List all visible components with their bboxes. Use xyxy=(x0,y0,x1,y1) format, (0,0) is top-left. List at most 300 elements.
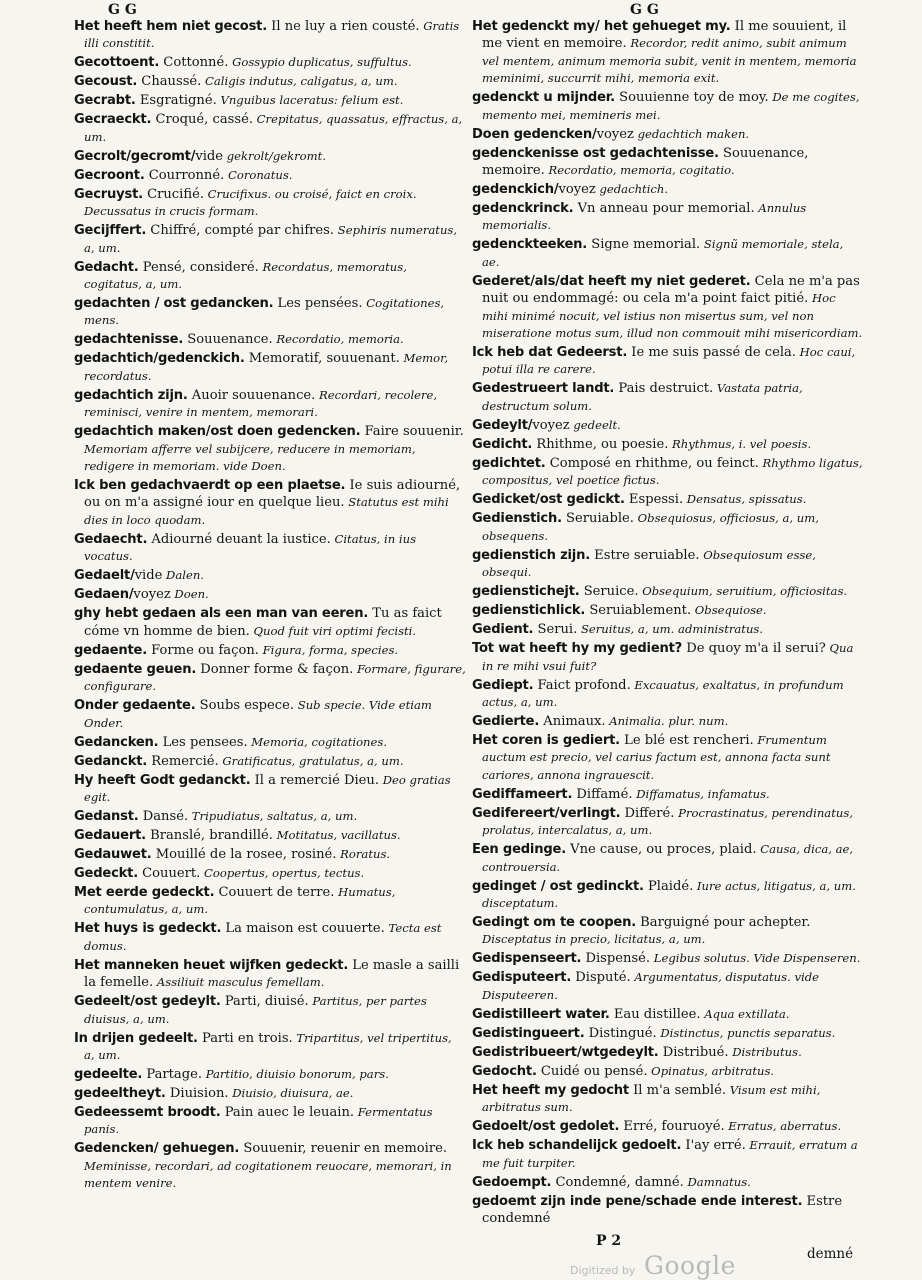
entry-headword: gedachtich zijn. xyxy=(74,387,188,403)
entry-latin-gloss: Quod fuit viri optimi fecisti. xyxy=(249,623,417,638)
entry-french-gloss: voyez xyxy=(558,182,596,198)
entry-headword: Tot wat heeft hy my gedient? xyxy=(472,641,683,657)
entry-headword: Gedicket/ost gedickt. xyxy=(472,492,625,508)
entry-latin-gloss: Obsequiosum esse, obsequi. xyxy=(482,547,816,580)
entry-latin-gloss: Recordatio, memoria. xyxy=(272,332,404,347)
entry-latin-gloss: Seruitus, a, um. administratus. xyxy=(577,622,764,637)
entry-french-gloss: Donner forme & façon. xyxy=(196,661,354,677)
entry-headword: gedenckrinck. xyxy=(472,201,574,217)
dictionary-entry xyxy=(74,92,466,109)
left-column xyxy=(74,18,466,1194)
entry-headword: Ick heb schandelijck gedoelt. xyxy=(472,1138,682,1154)
entry-latin-gloss: Gossypio duplicatus, suffultus. xyxy=(228,55,412,70)
entry-headword: Het heeft my gedocht xyxy=(472,1082,629,1098)
entry-latin-gloss: Memoria, cogitationes. xyxy=(247,734,388,749)
entry-latin-gloss: Formare, figurare, configurare. xyxy=(84,661,466,694)
entry-latin-gloss: Iure actus, litigatus, a, um. disceptatum. xyxy=(482,878,856,910)
entry-latin-gloss: Caligis indutus, caligatus, a, um. xyxy=(201,74,398,89)
dictionary-entry xyxy=(74,54,466,71)
entry-headword: Het coren is gediert. xyxy=(472,732,620,748)
entry-latin-gloss: Gratificatus, gratulatus, a, um. xyxy=(218,753,404,768)
entry-french-gloss: Rhithme, ou poesie. xyxy=(532,436,669,452)
dictionary-entry xyxy=(74,1030,466,1065)
entry-french-gloss: Erré, fouruoyé. xyxy=(619,1119,725,1135)
entry-headword: Gedient. xyxy=(472,622,534,638)
entry-french-gloss: Le masle a sailli la femelle. xyxy=(84,957,460,991)
dictionary-entry xyxy=(472,878,864,913)
entry-french-gloss: Composé en rhithme, ou feinct. xyxy=(545,455,759,471)
dictionary-entry xyxy=(74,1085,466,1102)
entry-latin-gloss: Opinatus, arbitratus. xyxy=(647,1063,775,1078)
entry-french-gloss: Pain auec le leuain. xyxy=(220,1104,355,1120)
entry-latin-gloss: Citatus, in ius vocatus. xyxy=(84,531,417,564)
entry-french-gloss: Serui. xyxy=(533,622,578,638)
entry-french-gloss: Estre condemné xyxy=(482,1193,843,1226)
entry-french-gloss: Plaidé. xyxy=(643,878,694,894)
entry-latin-gloss: Procrastinatus, perendinatus, prolatus, intercalatus, a, um. xyxy=(482,805,853,838)
entry-headword: Gedoempt. xyxy=(472,1174,552,1190)
entry-headword: Gedistingueert. xyxy=(472,1025,585,1041)
dictionary-entry xyxy=(74,808,466,825)
dictionary-entry xyxy=(472,805,864,840)
entry-headword: Een gedinge. xyxy=(472,842,566,858)
entry-french-gloss: Mouillé de la rosee, rosiné. xyxy=(151,846,337,862)
dictionary-entry xyxy=(74,222,466,257)
entry-french-gloss: vide xyxy=(134,568,163,584)
entry-latin-gloss: Damnatus. xyxy=(683,1174,751,1189)
entry-headword: Gecraeckt. xyxy=(74,112,152,128)
entry-latin-gloss: Excauatus, exaltatus, in profundum actus, a, um. xyxy=(482,677,844,709)
dictionary-entry xyxy=(472,1193,864,1228)
entry-latin-gloss: Hoc mihi minimé nocuit, vel istius non misertus sum, vel non miseratione motus sum, illud non commouit mihi misericordiam. xyxy=(482,291,863,341)
entry-headword: gedachten / ost gedancken. xyxy=(74,296,274,312)
entry-headword: gedienstichejt. xyxy=(472,584,580,600)
entry-french-gloss: Soubs espece. xyxy=(195,698,295,714)
entry-french-gloss: Souuienne toy de moy. xyxy=(614,90,769,106)
dictionary-entry xyxy=(74,186,466,221)
entry-headword: Gederet/als/dat heeft my niet gederet. xyxy=(472,273,751,289)
entry-latin-gloss: Densatus, spissatus. xyxy=(683,492,807,507)
dictionary-entry xyxy=(472,417,864,434)
entry-french-gloss: Souuenir, reuenir en memoire. xyxy=(239,1141,447,1157)
signature-mark: P 2 xyxy=(596,1233,622,1249)
dictionary-entry xyxy=(472,491,864,508)
dictionary-entry xyxy=(74,111,466,146)
entry-french-gloss: Faict profond. xyxy=(533,677,631,693)
entry-headword: Onder gedaente. xyxy=(74,698,196,714)
dictionary-entry xyxy=(472,969,864,1004)
entry-latin-gloss: Rhythmus, i. vel poesis. xyxy=(668,436,812,451)
dictionary-entry xyxy=(472,236,864,271)
entry-french-gloss: voyez xyxy=(532,417,570,433)
dictionary-entry xyxy=(74,1104,466,1139)
entry-latin-gloss: Causa, dica, ae, controuersia. xyxy=(482,842,854,874)
entry-headword: Het manneken heuet wijfken gedeckt. xyxy=(74,957,349,973)
entry-latin-gloss: Statutus est mihi dies in loco quodam. xyxy=(84,495,449,527)
entry-french-gloss: De quoy m'a il serui? xyxy=(682,641,826,657)
entry-headword: Gedistribueert/wtgedeylt. xyxy=(472,1044,659,1060)
entry-headword: Gedaelt/ xyxy=(74,568,135,584)
entry-latin-gloss: Vastata patria, destructum solum. xyxy=(482,381,803,413)
dictionary-entry xyxy=(472,1118,864,1135)
dictionary-entry xyxy=(74,1140,466,1192)
entry-latin-gloss: Memoriam afferre vel subijcere, reducere in memoriam, redigere in memoriam. vide Doen. xyxy=(84,441,416,474)
entry-latin-gloss: Meminisse, recordari, ad cogitationem reuocare, memorari, in mentem venire. xyxy=(84,1158,452,1191)
entry-french-gloss: La maison est couuerte. xyxy=(221,921,385,937)
entry-headword: Gecrolt/gecromt/ xyxy=(74,148,196,164)
entry-latin-gloss: Erratus, aberratus. xyxy=(724,1119,842,1134)
entry-headword: Gedanst. xyxy=(74,808,139,824)
entry-headword: Hy heeft Godt gedanckt. xyxy=(74,772,251,788)
entry-french-gloss: Seruice. xyxy=(579,584,639,600)
entry-latin-gloss: Gratis illi constitit. xyxy=(84,19,460,51)
entry-headword: Gediept. xyxy=(472,677,534,693)
dictionary-entry xyxy=(74,387,466,422)
dictionary-entry xyxy=(74,531,466,566)
entry-french-gloss: Estre seruiable. xyxy=(590,547,700,563)
entry-latin-gloss: Distinctus, punctis separatus. xyxy=(656,1025,836,1040)
dictionary-entry xyxy=(74,259,466,294)
entry-latin-gloss: Figura, forma, species. xyxy=(258,642,399,657)
entry-headword: Het huys is gedeckt. xyxy=(74,921,222,937)
entry-latin-gloss: gedachtich. xyxy=(595,182,669,197)
entry-french-gloss: Cela ne m'a pas nuit ou endommagé: ou cela m'a point faict pitié. xyxy=(482,273,860,307)
entry-headword: Gedeckt. xyxy=(74,865,138,881)
entry-headword: Gedencken/ gehuegen. xyxy=(74,1141,240,1157)
dictionary-entry xyxy=(74,642,466,659)
entry-headword: gedachtich maken/ost doen gedencken. xyxy=(74,424,361,440)
entry-french-gloss: Dansé. xyxy=(138,808,189,824)
entry-french-gloss: Remercié. xyxy=(147,753,219,769)
entry-french-gloss: Dispensé. xyxy=(581,951,651,967)
entry-headword: gedichtet. xyxy=(472,455,546,471)
entry-french-gloss: Distribué. xyxy=(658,1044,729,1060)
entry-french-gloss: Diuision. xyxy=(165,1085,229,1101)
entry-french-gloss: Souuenance. xyxy=(183,332,273,348)
entry-french-gloss: Parti, diuisé. xyxy=(220,994,309,1010)
entry-latin-gloss: Hoc caui, potui illa re carere. xyxy=(482,345,856,377)
entry-headword: Gedeylt/ xyxy=(472,417,533,433)
dictionary-entry xyxy=(472,602,864,619)
entry-headword: gedenckt u mijnder. xyxy=(472,90,615,106)
entry-headword: Gedistilleert water. xyxy=(472,1006,610,1022)
entry-headword: Gedienstich. xyxy=(472,511,562,527)
entry-latin-gloss: Assiliuit masculus femellam. xyxy=(153,975,325,990)
dictionary-entry xyxy=(74,331,466,348)
entry-latin-gloss: Motitatus, vacillatus. xyxy=(272,827,401,842)
entry-french-gloss: Ie suis adiourné, ou on m'a assigné iour en quelque lieu. xyxy=(84,478,461,511)
entry-latin-gloss: gedachtich maken. xyxy=(633,126,750,141)
entry-french-gloss: Seruiable. xyxy=(561,511,634,527)
entry-headword: Ick heb dat Gedeerst. xyxy=(472,345,628,361)
dictionary-entry xyxy=(74,18,466,53)
entry-french-gloss: Memoratif, souuenant. xyxy=(244,351,400,367)
entry-latin-gloss: Signũ memoriale, stela, ae. xyxy=(482,237,844,269)
entry-french-gloss: Eau distillee. xyxy=(609,1006,701,1022)
entry-french-gloss: Les pensees. xyxy=(158,734,248,750)
dictionary-entry xyxy=(74,423,466,475)
entry-latin-gloss: Visum est mihi, arbitratus sum. xyxy=(482,1082,821,1115)
entry-headword: gedeeltheyt. xyxy=(74,1085,166,1101)
entry-headword: Gedeelt/ost gedeylt. xyxy=(74,994,221,1010)
dictionary-entry xyxy=(74,1066,466,1083)
entry-french-gloss: Le blé est rencheri. xyxy=(619,732,754,748)
entry-french-gloss: Il a remercié Dieu. xyxy=(250,772,380,788)
entry-french-gloss: Ie me suis passé de cela. xyxy=(627,345,796,361)
entry-latin-gloss: Aqua extillata. xyxy=(700,1006,790,1021)
entry-french-gloss: Partage. xyxy=(142,1066,203,1082)
entry-headword: Gecijffert. xyxy=(74,223,147,239)
entry-french-gloss: Chaussé. xyxy=(137,74,202,90)
dictionary-entry xyxy=(74,734,466,751)
dictionary-entry xyxy=(472,200,864,235)
entry-french-gloss: Diffamé. xyxy=(572,786,633,802)
entry-headword: Gedierte. xyxy=(472,713,540,729)
entry-headword: gedaente. xyxy=(74,642,147,658)
dictionary-entry xyxy=(472,547,864,582)
dictionary-entry xyxy=(74,148,466,165)
entry-headword: Gecoust. xyxy=(74,74,138,90)
entry-french-gloss: Chiffré, compté par chifres. xyxy=(146,223,335,239)
dictionary-entry xyxy=(74,772,466,807)
entry-latin-gloss: Roratus. xyxy=(336,846,391,861)
entry-latin-gloss: Partitio, diuisio bonorum, pars. xyxy=(202,1066,389,1081)
entry-french-gloss: Tu as faict cóme vn homme de bien. xyxy=(84,606,442,639)
entry-headword: Gedifereert/verlingt. xyxy=(472,805,621,821)
dictionary-entry xyxy=(472,1174,864,1191)
entry-headword: Gedauwet. xyxy=(74,846,152,862)
header-right-letters: G G xyxy=(630,2,659,18)
entry-latin-gloss: Qua in re mihi vsui fuit? xyxy=(482,641,854,673)
entry-headword: Het gedenckt my/ het gehueget my. xyxy=(472,19,731,34)
entry-headword: gedenckich/ xyxy=(472,182,559,198)
dictionary-entry xyxy=(472,786,864,803)
entry-french-gloss: Couuert de terre. xyxy=(214,884,335,900)
entry-latin-gloss: Legibus solutus. Vide Dispenseren. xyxy=(650,951,861,966)
entry-headword: Gedicht. xyxy=(472,436,533,452)
entry-headword: gedoemt zijn inde pene/schade ende interest. xyxy=(472,1193,803,1209)
entry-headword: gedeelte. xyxy=(74,1066,143,1082)
entry-french-gloss: Seruiablement. xyxy=(585,603,692,619)
entry-french-gloss: Vne cause, ou proces, plaid. xyxy=(565,842,757,858)
dictionary-entry xyxy=(74,846,466,863)
dictionary-entry xyxy=(74,957,466,992)
entry-french-gloss: Animaux. xyxy=(539,713,606,729)
entry-headword: Gediffameert. xyxy=(472,786,573,802)
entry-latin-gloss: Recordor, redit animo, subit animum vel mentem, animum memoria subit, venit in mentem, memoria meminimi, succurrit mihi, memoria exit. xyxy=(482,36,857,86)
dictionary-entry xyxy=(74,586,466,603)
entry-french-gloss: Distingué. xyxy=(584,1025,657,1041)
entry-headword: Gedacht. xyxy=(74,259,139,275)
dictionary-entry xyxy=(74,865,466,882)
dictionary-entry xyxy=(74,477,466,529)
entry-latin-gloss: Diffamatus, infamatus. xyxy=(632,786,770,801)
entry-latin-gloss: Annulus memorialis. xyxy=(482,201,807,233)
entry-latin-gloss: Tripartitus, vel tripertitus, a, um. xyxy=(84,1030,452,1062)
entry-headword: Gedeessemt broodt. xyxy=(74,1104,221,1120)
dictionary-entry xyxy=(472,273,864,343)
entry-latin-gloss: Cogitationes, mens. xyxy=(84,296,445,328)
entry-latin-gloss: Tecta est domus. xyxy=(84,921,442,953)
dictionary-entry xyxy=(472,914,864,949)
entry-french-gloss: Crucifié. xyxy=(142,186,204,202)
entry-latin-gloss: Sephiris numeratus, a, um. xyxy=(84,223,458,255)
entry-french-gloss: Croqué, cassé. xyxy=(151,112,253,128)
entry-headword: Gedauert. xyxy=(74,827,146,843)
entry-headword: In drijen gedeelt. xyxy=(74,1030,198,1046)
entry-french-gloss: Souuenance, memoire. xyxy=(482,145,809,179)
entry-headword: gedachtenisse. xyxy=(74,332,184,348)
entry-french-gloss: Barguigné pour achepter. xyxy=(636,914,811,930)
dictionary-entry xyxy=(472,344,864,379)
entry-headword: Het heeft hem niet gecost. xyxy=(74,19,268,34)
right-column xyxy=(472,18,864,1229)
entry-latin-gloss: Recordatio, memoria, cogitatio. xyxy=(544,163,735,178)
entry-latin-gloss: Recordatus, memoratus, cogitatus, a, um. xyxy=(84,259,407,292)
catchword: demné xyxy=(807,1246,854,1262)
dictionary-entry xyxy=(472,677,864,712)
dictionary-entry xyxy=(74,73,466,90)
entry-latin-gloss: Partitus, per partes diuisus, a, um. xyxy=(84,994,427,1026)
entry-french-gloss: Branslé, brandillé. xyxy=(145,827,273,843)
dictionary-entry xyxy=(74,993,466,1028)
entry-latin-gloss: gedeelt. xyxy=(569,417,621,432)
dictionary-entry xyxy=(74,167,466,184)
entry-latin-gloss: Fermentatus panis. xyxy=(84,1104,433,1137)
entry-latin-gloss: Disceptatus in precio, licitatus, a, um. xyxy=(482,932,706,947)
entry-headword: Gedanckt. xyxy=(74,753,148,769)
dictionary-entry xyxy=(472,181,864,198)
dictionary-entry xyxy=(74,697,466,732)
entry-french-gloss: Adiourné deuant la iustice. xyxy=(147,531,331,547)
dictionary-entry xyxy=(74,567,466,584)
dictionary-entry xyxy=(472,950,864,967)
entry-latin-gloss: Obsequiose. xyxy=(691,603,767,618)
entry-french-gloss: Courronné. xyxy=(144,167,225,183)
entry-french-gloss: Pais destruict. xyxy=(614,381,714,397)
entry-french-gloss: Faire souuenir. xyxy=(360,424,464,440)
dictionary-entry xyxy=(74,295,466,330)
entry-latin-gloss: Crepitatus, quassatus, effractus, a, um. xyxy=(84,112,463,144)
entry-latin-gloss: Obsequiosus, officiosus, a, um, obsequens. xyxy=(482,511,819,543)
entry-french-gloss: Disputé. xyxy=(571,970,631,986)
entry-french-gloss: Esgratigné. xyxy=(135,93,217,109)
dictionary-entry xyxy=(74,827,466,844)
entry-french-gloss: vide xyxy=(195,148,224,164)
watermark-logo-text: Google xyxy=(644,1251,736,1280)
entry-latin-gloss: Dalen. xyxy=(162,568,204,583)
entry-headword: gedenckenisse ost gedachtenisse. xyxy=(472,145,719,161)
entry-headword: Gedingt om te coopen. xyxy=(472,914,636,930)
entry-french-gloss: Il m'a semblé. xyxy=(628,1082,727,1098)
dictionary-entry xyxy=(472,436,864,453)
dictionary-entry xyxy=(74,605,466,640)
entry-latin-gloss: Animalia. plur. num. xyxy=(605,713,729,728)
entry-french-gloss: Forme ou façon. xyxy=(146,642,259,658)
entry-latin-gloss: Recordari, recolere, reminisci, venire in mentem, memorari. xyxy=(84,387,438,420)
entry-latin-gloss: Diuisio, diuisura, ae. xyxy=(228,1085,354,1100)
dictionary-entry xyxy=(472,1082,864,1117)
entry-latin-gloss: Errauit, erratum a me fuit turpiter. xyxy=(482,1138,858,1170)
dictionary-entry xyxy=(472,1137,864,1172)
entry-headword: gedienstich zijn. xyxy=(472,547,590,563)
entry-headword: gedienstichlick. xyxy=(472,603,586,619)
dictionary-entry xyxy=(472,1006,864,1023)
dictionary-entry xyxy=(472,89,864,124)
entry-latin-gloss: Memor, recordatus. xyxy=(84,351,449,383)
dictionary-entry xyxy=(472,18,864,88)
entry-latin-gloss: Coronatus. xyxy=(224,167,293,182)
dictionary-entry xyxy=(472,145,864,180)
entry-latin-gloss: Vnguibus laceratus: felium est. xyxy=(216,93,404,108)
entry-headword: Gecruyst. xyxy=(74,186,143,202)
entry-latin-gloss: Argumentatus, disputatus. vide Disputeeren. xyxy=(482,970,820,1002)
entry-french-gloss: Les pensées. xyxy=(273,296,363,312)
entry-latin-gloss: Rhythmo ligatus, compositus, vel poetice fictus. xyxy=(482,455,863,488)
entry-latin-gloss: Crucifixus. ou croisé, faict en croix. Decussatus in crucis formam. xyxy=(84,186,417,219)
entry-french-gloss: Il me souuient, il me vient en memoire. xyxy=(482,19,847,52)
entry-french-gloss: Couuert. xyxy=(137,865,201,881)
entry-headword: ghy hebt gedaen als een man van eeren. xyxy=(74,606,369,622)
dictionary-entry xyxy=(472,713,864,730)
entry-headword: Gedocht. xyxy=(472,1063,537,1079)
entry-french-gloss: voyez xyxy=(133,587,171,603)
digitized-watermark xyxy=(570,1251,770,1280)
entry-headword: gedaente geuen. xyxy=(74,661,197,677)
dictionary-entry xyxy=(472,510,864,545)
entry-headword: Doen gedencken/ xyxy=(472,126,597,142)
entry-french-gloss: Pensé, consideré. xyxy=(138,259,259,275)
header-left-letters: G G xyxy=(108,2,137,18)
dictionary-entry xyxy=(74,661,466,696)
entry-french-gloss: Vn anneau pour memorial. xyxy=(573,201,755,217)
entry-headword: Ick ben gedachvaerdt op een plaetse. xyxy=(74,478,346,494)
entry-latin-gloss: De me cogites, memento mei, memineris mei. xyxy=(482,90,860,122)
entry-latin-gloss: Deo gratias egit. xyxy=(84,772,451,804)
entry-headword: Gedispenseert. xyxy=(472,951,582,967)
entry-french-gloss: Differé. xyxy=(620,805,675,821)
entry-latin-gloss: Sub specie. Vide etiam Onder. xyxy=(84,698,432,730)
entry-headword: Gedisputeert. xyxy=(472,970,572,986)
entry-latin-gloss: Distributus. xyxy=(728,1044,802,1059)
dictionary-entry xyxy=(472,126,864,143)
entry-french-gloss: voyez xyxy=(596,126,634,142)
entry-latin-gloss: Doen. xyxy=(170,587,209,602)
entry-headword: Gedoelt/ost gedolet. xyxy=(472,1119,620,1135)
entry-headword: gedenckteeken. xyxy=(472,237,588,253)
entry-headword: gedinget / ost gedinckt. xyxy=(472,878,644,894)
entry-headword: Gedestrueert landt. xyxy=(472,381,615,397)
dictionary-entry xyxy=(472,1025,864,1042)
entry-headword: Gecrabt. xyxy=(74,93,136,109)
dictionary-entry xyxy=(472,841,864,876)
entry-headword: Met eerde gedeckt. xyxy=(74,884,215,900)
dictionary-entry xyxy=(74,350,466,385)
entry-headword: gedachtich/gedenckich. xyxy=(74,351,245,367)
entry-french-gloss: Signe memorial. xyxy=(587,237,701,253)
entry-latin-gloss: Coopertus, opertus, tectus. xyxy=(200,865,365,880)
entry-french-gloss: Cottonné. xyxy=(159,55,229,71)
dictionary-entry xyxy=(472,1063,864,1080)
entry-latin-gloss: gekrolt/gekromt. xyxy=(223,148,327,163)
entry-headword: Gecottoent. xyxy=(74,55,160,71)
watermark-small-text: Digitized by xyxy=(570,1264,636,1277)
entry-headword: Gedancken. xyxy=(74,734,159,750)
dictionary-entry xyxy=(472,732,864,784)
entry-headword: Gecroont. xyxy=(74,167,145,183)
entry-french-gloss: Cuidé ou pensé. xyxy=(536,1063,648,1079)
entry-latin-gloss: Tripudiatus, saltatus, a, um. xyxy=(188,808,358,823)
